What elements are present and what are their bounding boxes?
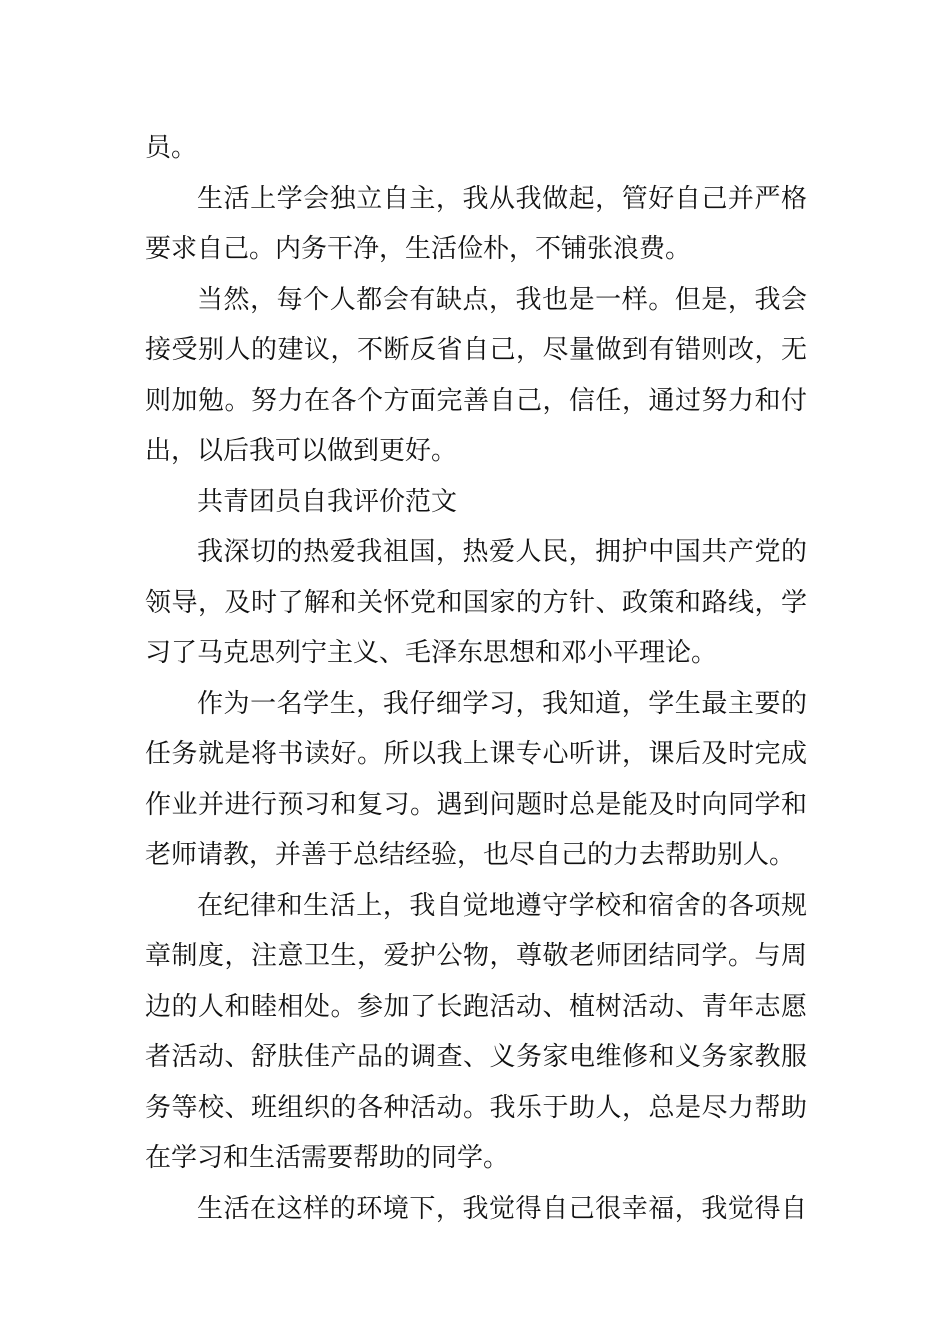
text-line: 任务就是将书读好。所以我上课专心听讲，课后及时完成 xyxy=(145,739,807,769)
text-line: 边的人和睦相处。参加了长跑活动、植树活动、青年志愿 xyxy=(145,991,807,1022)
text-line: 作为一名学生，我仔细学习，我知道，学生最主要的 xyxy=(197,688,807,719)
text-line: 我深切的热爱我祖国，热爱人民，拥护中国共产党的 xyxy=(197,537,807,567)
text-line: 出，以后我可以做到更好。 xyxy=(145,436,458,466)
text-line: 则加勉。努力在各个方面完善自己，信任，通过努力和付 xyxy=(145,385,807,416)
text-line: 共青团员自我评价范文 xyxy=(197,486,458,517)
text-line: 章制度，注意卫生，爱护公物，尊敬老师团结同学。与周 xyxy=(145,941,807,971)
text-line: 员。 xyxy=(145,133,198,163)
text-line: 在学习和生活需要帮助的同学。 xyxy=(145,1143,510,1173)
text-line: 生活在这样的环境下，我觉得自己很幸福，我觉得自 xyxy=(197,1193,807,1224)
text-line: 在纪律和生活上，我自觉地遵守学校和宿舍的各项规 xyxy=(197,890,807,921)
text-line: 接受别人的建议，不断反省自己，尽量做到有错则改，无 xyxy=(145,335,807,365)
text-line: 要求自己。内务干净，生活俭朴，不铺张浪费。 xyxy=(145,234,692,264)
text-line: 习了马克思列宁主义、毛泽东思想和邓小平理论。 xyxy=(145,638,718,668)
text-line: 老师请教，并善于总结经验，也尽自己的力去帮助别人。 xyxy=(145,840,796,870)
text-line: 领导，及时了解和关怀党和国家的方针、政策和路线，学 xyxy=(145,587,807,618)
text-line: 当然，每个人都会有缺点，我也是一样。但是，我会 xyxy=(197,284,807,315)
document-body xyxy=(145,123,807,1234)
text-line: 务等校、班组织的各种活动。我乐于助人，总是尽力帮助 xyxy=(145,1092,807,1123)
text-line: 生活上学会独立自主，我从我做起，管好自己并严格 xyxy=(197,183,807,214)
text-line: 者活动、舒肤佳产品的调查、义务家电维修和义务家教服 xyxy=(145,1042,807,1072)
text-line: 作业并进行预习和复习。遇到问题时总是能及时向同学和 xyxy=(145,789,807,820)
